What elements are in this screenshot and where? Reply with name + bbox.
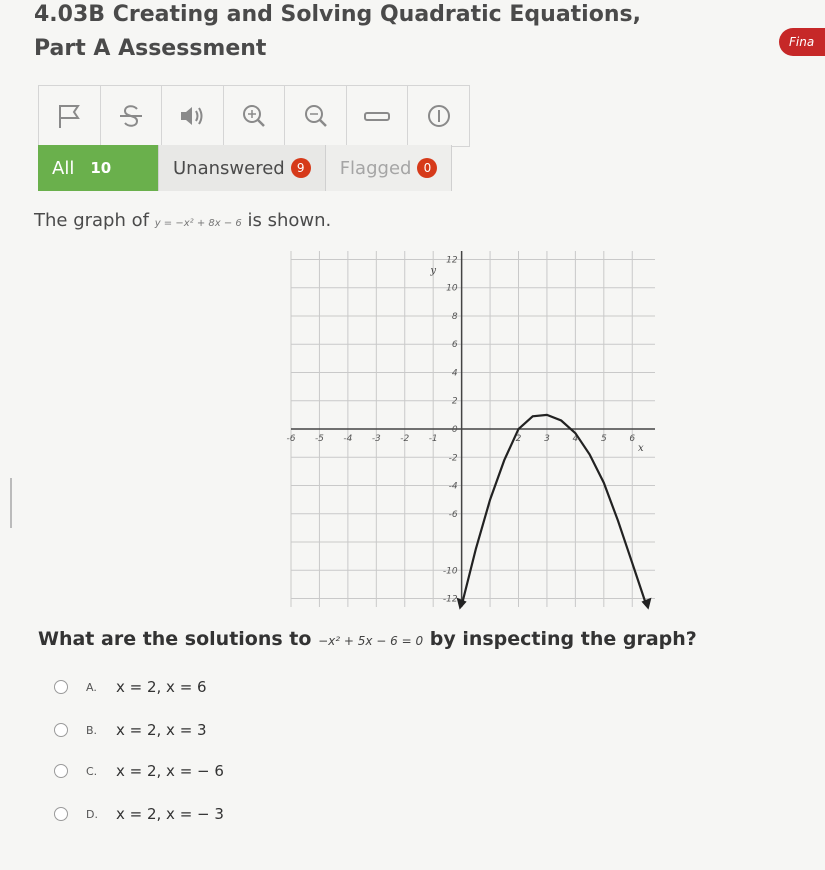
scroll-edge	[0, 478, 12, 528]
choice-c-letter: C.	[86, 764, 98, 778]
choice-b[interactable]	[54, 721, 207, 739]
info-icon	[424, 101, 454, 131]
intro-prefix: The graph of	[34, 210, 149, 231]
question-filter-bar	[38, 145, 498, 191]
y-axis-label: y	[430, 265, 436, 277]
x-tick-label: -4	[343, 434, 353, 444]
x-tick-label: -2	[400, 434, 410, 444]
audio-icon	[177, 101, 207, 131]
parabola-curve	[462, 415, 647, 606]
strikethrough-icon	[116, 101, 146, 131]
intro-suffix: is shown.	[247, 210, 332, 231]
tab-all-label: All	[52, 157, 75, 179]
flag-icon	[54, 101, 84, 131]
x-tick-label: -3	[371, 434, 381, 444]
y-tick-label: -10	[442, 566, 458, 577]
y-tick-label: 8	[451, 311, 458, 322]
y-tick-label: 6	[451, 340, 458, 351]
choice-d-letter: D.	[86, 807, 98, 821]
flagged-count-badge: 0	[417, 158, 437, 178]
choice-c-text: x = 2, x = − 6	[116, 762, 224, 780]
prompt-equation: −x² + 5x − 6 = 0	[318, 634, 424, 648]
y-tick-label: 0	[451, 425, 458, 435]
choice-b-radio[interactable]	[54, 723, 68, 737]
choice-a-radio[interactable]	[54, 680, 68, 694]
y-tick-label: 2	[451, 396, 458, 407]
x-axis-label: x	[637, 443, 644, 454]
choice-b-letter: B.	[86, 723, 98, 737]
x-tick-label: -1	[428, 434, 438, 444]
x-tick-label: 3	[544, 434, 550, 444]
intro-equation: y = −x² + 8x − 6	[154, 218, 242, 229]
y-tick-label: -6	[448, 509, 458, 520]
question-intro	[34, 210, 331, 231]
y-tick-label: 10	[446, 283, 458, 294]
x-tick-label: 5	[600, 434, 607, 444]
tab-unanswered-label: Unanswered	[173, 157, 285, 179]
tab-flagged[interactable]	[326, 145, 453, 191]
zoom-in-icon	[239, 101, 269, 131]
y-tick-label: 4	[451, 368, 458, 379]
choice-d[interactable]	[54, 805, 224, 823]
x-tick-label: -5	[314, 434, 324, 444]
x-tick-label: 4	[572, 434, 579, 444]
assessment-title-line-2: Part A Assessment	[34, 36, 267, 61]
x-tick-label: -6	[286, 434, 296, 444]
y-tick-label: -4	[448, 481, 458, 492]
choice-d-radio[interactable]	[54, 807, 68, 821]
zoom-out-icon	[301, 101, 331, 131]
parabola-graph	[283, 243, 663, 615]
choice-b-text: x = 2, x = 3	[116, 721, 207, 739]
unanswered-count-badge: 9	[291, 158, 311, 178]
tab-flagged-label: Flagged	[339, 157, 412, 179]
assessment-title-line-1: 4.03B Creating and Solving Quadratic Equations,	[34, 2, 641, 27]
finish-button[interactable]: Fina	[779, 28, 825, 56]
y-tick-label: 12	[446, 255, 458, 266]
choice-d-text: x = 2, x = − 3	[116, 805, 224, 823]
y-tick-label: -2	[448, 453, 458, 464]
zoom-out-tool-button[interactable]	[285, 86, 347, 146]
choice-a[interactable]	[54, 678, 207, 696]
zoom-in-tool-button[interactable]	[224, 86, 286, 146]
choice-c[interactable]	[54, 762, 224, 780]
x-tick-label: 6	[629, 434, 636, 444]
audio-tool-button[interactable]	[162, 86, 224, 146]
tool-bar	[38, 85, 470, 147]
curve-arrow-right	[641, 598, 651, 610]
y-tick-label: -12	[442, 594, 458, 605]
choice-c-radio[interactable]	[54, 764, 68, 778]
tab-all-count: 10	[90, 159, 112, 177]
choice-a-letter: A.	[86, 680, 97, 694]
prompt-prefix: What are the solutions to	[38, 628, 312, 650]
x-tick-label: 2	[515, 434, 522, 444]
info-tool-button[interactable]	[408, 86, 470, 146]
flag-tool-button[interactable]	[38, 86, 101, 146]
strikethrough-tool-button[interactable]	[101, 86, 163, 146]
highlighter-tool-button[interactable]	[347, 86, 409, 146]
prompt-suffix: by inspecting the graph?	[429, 628, 697, 650]
highlighter-icon	[362, 101, 392, 131]
choice-a-text: x = 2, x = 6	[116, 678, 207, 696]
question-prompt	[38, 628, 697, 650]
tab-unanswered[interactable]	[159, 145, 326, 191]
tab-all[interactable]	[38, 145, 159, 191]
